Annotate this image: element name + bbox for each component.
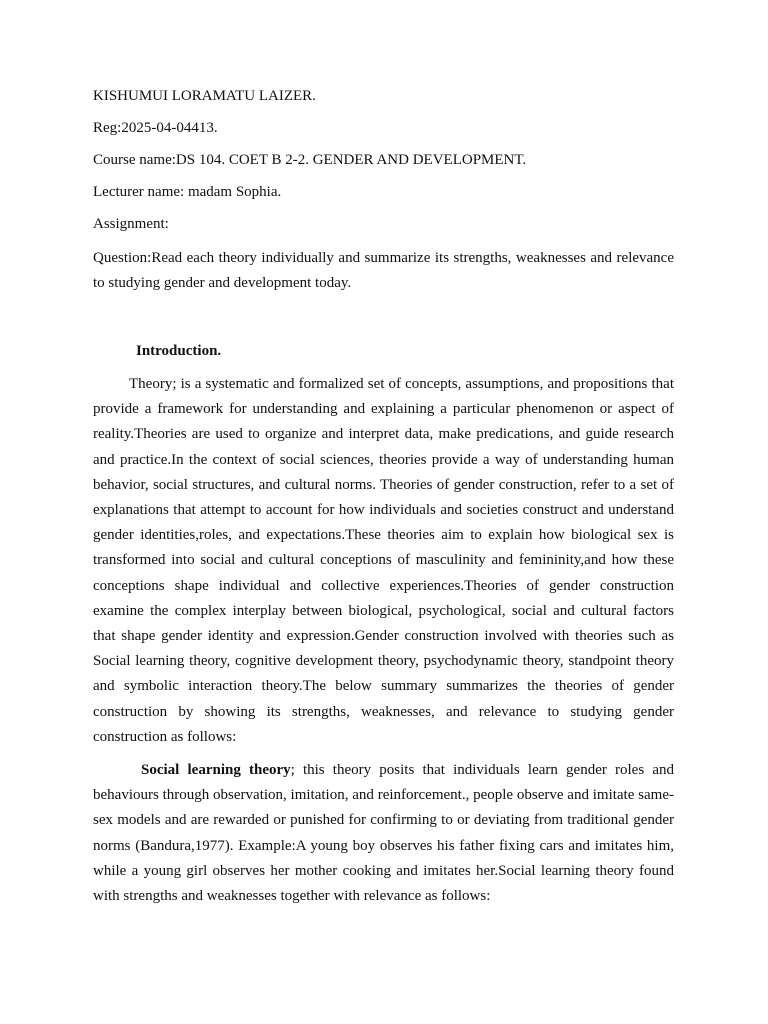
lecturer-name: Lecturer name: madam Sophia.	[93, 184, 282, 200]
social-learning-term: Social learning theory	[141, 762, 291, 779]
assignment-label: Assignment:	[93, 216, 169, 232]
student-name: KISHUMUI LORAMATU LAIZER.	[93, 88, 316, 104]
course-name: Course name:DS 104. COET B 2-2. GENDER AND DEVELOPMENT.	[93, 152, 527, 168]
question-text: Question:Read each theory individually and summarize its strengths, weaknesses and relevance to studying gender and development today.	[93, 250, 674, 291]
registration-number: Reg:2025-04-04413.	[93, 120, 218, 136]
introduction-paragraph: Theory; is a systematic and formalized set of concepts, assumptions, and propositions that provide a framework for understanding and explaining a particular phenomenon or aspect of reality.Theories are used to organize and interpret data, make predications, and guide research and practice.In the context of social sciences, theories provide a way of understanding human behavior, social structures, and cultural norms. Theories of gender construction, refer to a set of explanations that attempt to account for how individuals and societies construct and understand gender identities,roles, and expectations.These theories aim to explain how biological sex is transformed into social and cultural conceptions of masculinity and femininity,and how these conceptions shape individual and collective experiences.Theories of gender construction examine the complex interplay between biological, psychological, social and cultural factors that shape gender identity and expression.Gender construction involved with theories such as Social learning theory, cognitive development theory, psychodynamic theory, standpoint theory and symbolic interaction theory.The below summary summarizes the theories of gender construction by showing its strengths, weaknesses, and relevance to studying gender construction as follows:	[93, 376, 674, 745]
introduction-heading: Introduction.	[136, 343, 222, 359]
social-learning-body: ; this theory posits that individuals learn gender roles and behaviours through observation, imitation, and reinforcement., people observe and imitate same-sex models and are rewarded or punished for confirming to or deviating from traditional gender norms (Bandura,1977). Example:A young boy observes his father fixing cars and imitates him, while a young girl observes her mother cooking and imitates her.Social learning theory found with strengths and weaknesses together with relevance as follows:	[93, 762, 674, 905]
document-content	[93, 86, 674, 917]
social-learning-paragraph	[93, 758, 674, 909]
